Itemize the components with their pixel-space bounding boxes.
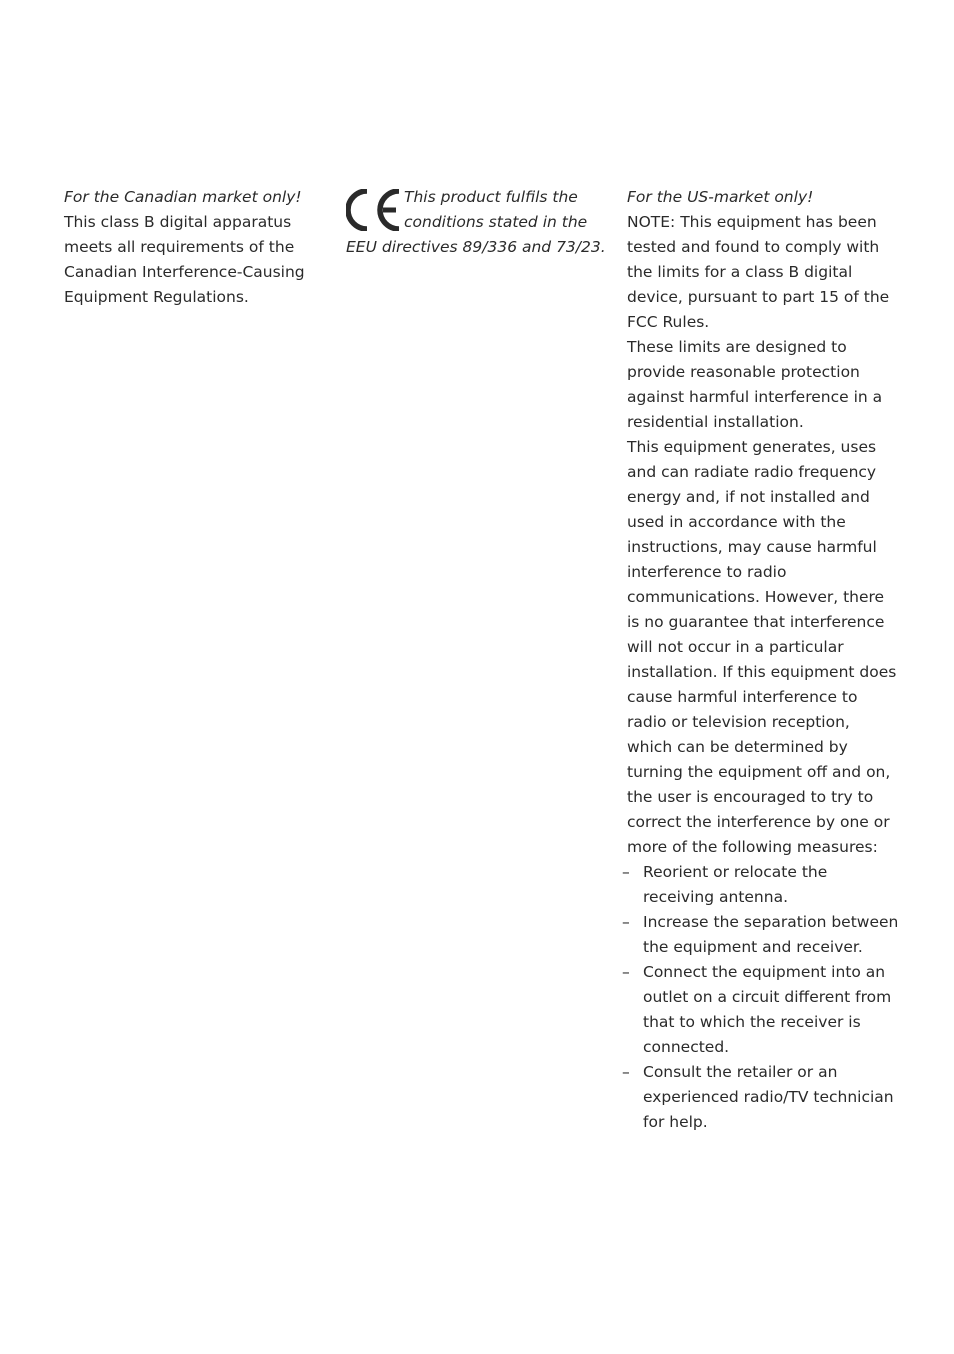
list-dash: –	[622, 913, 630, 931]
list-dash: –	[622, 1063, 630, 1081]
canadian-body: This class B digital apparatus meets all requirements of the Canadian Interference-Causing Equipment Regulations.	[64, 213, 305, 306]
canadian-section	[64, 185, 332, 310]
list-item	[622, 1060, 899, 1135]
measure-text: Increase the separation between the equipment and receiver.	[643, 913, 899, 956]
measure-text: Consult the retailer or an experienced radio/TV technician for help.	[643, 1063, 894, 1131]
us-heading: For the US-market only!	[627, 188, 814, 206]
ce-section	[346, 185, 608, 260]
canadian-heading: For the Canadian market only!	[64, 188, 302, 206]
ce-mark-icon	[346, 189, 402, 231]
measures-list	[622, 860, 899, 1135]
ce-statement: This product fulfils the conditions stated in the EEU directives 89/336 and 73/23.	[346, 188, 606, 256]
us-limits-paragraph: These limits are designed to provide reasonable protection against harmful interference in a residential installation.	[627, 338, 883, 431]
list-item	[622, 860, 899, 910]
list-dash: –	[622, 863, 630, 881]
measure-text: Reorient or relocate the receiving antenna.	[643, 863, 828, 906]
us-equipment-paragraph: This equipment generates, uses and can radiate radio frequency energy and, if not installed and used in accordance with the instructions, may cause harmful interference to radio communications. However, there is no guarantee that interference will not occur in a particular installation. If this equipment does cause harmful interference to radio or television reception, which can be determined by turning the equipment off and on, the user is encouraged to try to correct the interference by one or more of the following measures:	[627, 438, 897, 856]
measure-text: Connect the equipment into an outlet on a circuit different from that to which the receiver is connected.	[643, 963, 892, 1056]
list-dash: –	[622, 963, 630, 981]
list-item	[622, 910, 899, 960]
list-item	[622, 960, 899, 1060]
ce-block	[346, 185, 608, 260]
us-section	[622, 185, 899, 1135]
us-note-paragraph: NOTE: This equipment has been tested and found to comply with the limits for a class B digital device, pursuant to part 15 of the FCC Rules.	[627, 213, 890, 331]
